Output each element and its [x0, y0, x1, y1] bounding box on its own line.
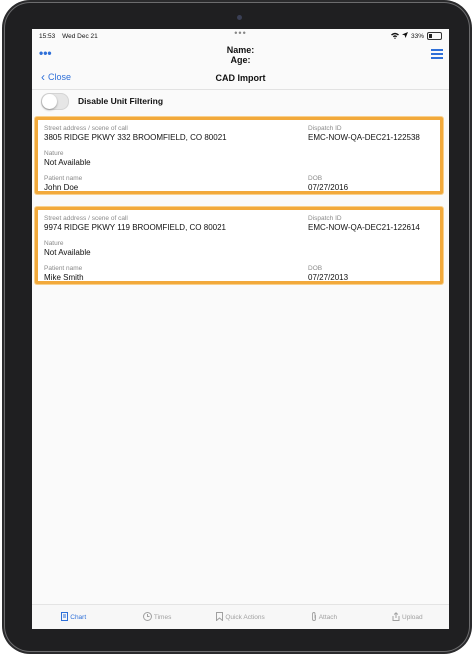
nature-label: Nature	[44, 150, 64, 157]
app-screen	[32, 29, 449, 629]
more-options-icon[interactable]: •••	[39, 46, 52, 60]
wifi-icon	[391, 32, 399, 41]
multitask-dots-icon[interactable]: •••	[234, 29, 247, 38]
status-date: Wed Dec 21	[62, 32, 98, 40]
status-time: 15:53	[39, 32, 56, 40]
cad-record-card[interactable]	[35, 207, 443, 284]
street-value: 9974 RIDGE PKWY 119 BROOMFIELD, CO 80021	[44, 223, 226, 232]
menu-icon[interactable]	[431, 49, 443, 61]
status-bar	[32, 29, 449, 43]
dispatch-id-value: EMC-NOW-QA-DEC21-122538	[308, 133, 420, 142]
street-label: Street address / scene of call	[44, 125, 128, 132]
patient-header	[32, 43, 449, 67]
patient-name-field-label: Patient name	[44, 175, 83, 182]
dob-value: 07/27/2013	[308, 273, 349, 282]
close-button[interactable]	[41, 72, 71, 82]
dispatch-id-label: Dispatch ID	[308, 215, 342, 222]
location-icon	[402, 32, 408, 40]
street-label: Street address / scene of call	[44, 215, 128, 222]
street-value: 3805 RIDGE PKWY 332 BROOMFIELD, CO 80021	[44, 133, 227, 142]
tab-upload[interactable]	[366, 612, 449, 623]
tab-times-label: Times	[153, 613, 172, 621]
dispatch-id-label: Dispatch ID	[308, 125, 342, 132]
bookmark-icon	[216, 612, 223, 623]
tab-quick-actions[interactable]	[199, 612, 282, 623]
disable-unit-filtering-label: Disable Unit Filtering	[78, 96, 164, 106]
battery-percent: 33%	[410, 32, 424, 40]
patient-name-field-label: Patient name	[44, 265, 83, 272]
upload-icon	[392, 612, 400, 623]
disable-unit-filtering-toggle[interactable]	[41, 93, 69, 110]
battery-icon	[427, 32, 442, 40]
clock-icon	[143, 612, 152, 623]
tab-upload-label: Upload	[402, 613, 423, 621]
patient-age-label: Age:	[230, 55, 251, 65]
tablet-frame	[4, 2, 470, 652]
tab-quick-actions-label: Quick Actions	[225, 613, 265, 621]
patient-name-label: Name:	[226, 45, 255, 55]
nav-bar	[32, 67, 449, 90]
patient-name-value: Mike Smith	[44, 273, 84, 282]
close-label: Close	[48, 72, 72, 82]
unit-filter-row	[32, 90, 449, 112]
patient-name-value: John Doe	[44, 183, 79, 192]
tab-times[interactable]	[115, 612, 198, 623]
dispatch-id-value: EMC-NOW-QA-DEC21-122614	[308, 223, 420, 232]
dob-value: 07/27/2016	[308, 183, 349, 192]
dob-label: DOB	[308, 175, 323, 182]
nature-value: Not Available	[44, 248, 91, 257]
chevron-left-icon: ‹	[41, 70, 45, 84]
tab-chart-label: Chart	[70, 613, 87, 621]
toggle-knob	[42, 94, 57, 109]
dob-label: DOB	[308, 265, 323, 272]
tab-attach-label: Attach	[318, 613, 338, 621]
tab-chart[interactable]	[32, 612, 115, 623]
cad-record-card[interactable]	[35, 117, 443, 194]
tab-attach[interactable]	[282, 612, 365, 623]
bottom-tab-bar	[32, 604, 449, 629]
front-camera	[237, 15, 242, 20]
paperclip-icon	[311, 612, 317, 623]
page-title: CAD Import	[215, 73, 266, 83]
chart-icon	[61, 612, 68, 623]
nature-value: Not Available	[44, 158, 91, 167]
nature-label: Nature	[44, 240, 64, 247]
